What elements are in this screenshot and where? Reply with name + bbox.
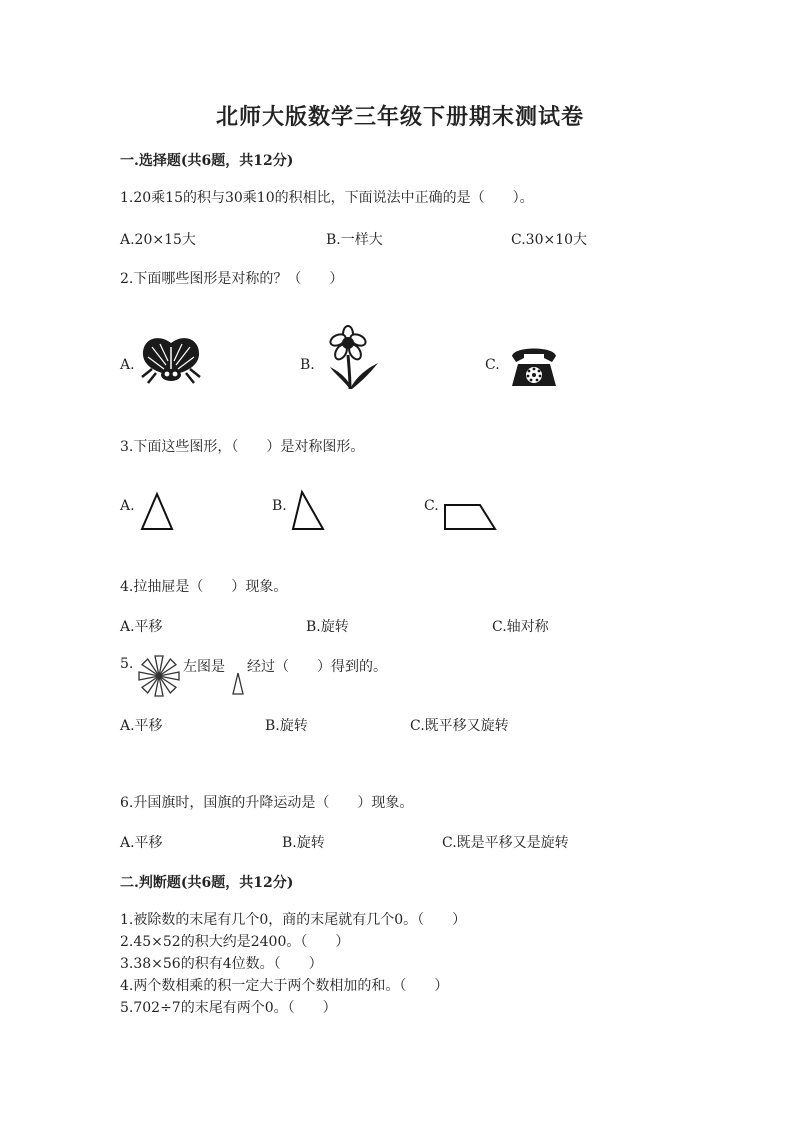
question-3-stem: 3.下面这些图形，（ ）是对称图形。 <box>120 439 365 455</box>
question-5-text-part1: 左图是 <box>183 659 225 675</box>
question-4-option-a: A.平移 <box>120 619 163 635</box>
question-5-number: 5. <box>120 656 134 672</box>
question-4-option-b: B.旋转 <box>306 619 349 635</box>
question-4-stem: 4.拉抽屉是（ ）现象。 <box>120 579 288 595</box>
isosceles-triangle-shape <box>140 492 174 532</box>
question-3-option-b: B. <box>272 498 287 514</box>
question-2-stem: 2.下面哪些图形是对称的？（ ） <box>120 271 344 287</box>
question-3-option-c: C. <box>424 498 439 514</box>
question-5-option-b: B.旋转 <box>265 718 308 734</box>
judgement-item-3: 3.38×56的积有4位数。（ ） <box>120 956 323 972</box>
question-5-text-part2: 经过（ ）得到的。 <box>247 659 387 675</box>
judgement-item-4: 4.两个数相乘的积一定大于两个数相加的和。（ ） <box>120 978 449 994</box>
question-6-option-c: C.既是平移又是旋转 <box>442 835 569 851</box>
insect-icon <box>138 335 204 385</box>
question-4-option-c: C.轴对称 <box>492 619 549 635</box>
question-2-option-b: B. <box>300 357 315 373</box>
question-1-option-a: A.20×15大 <box>120 232 196 248</box>
judgement-item-5: 5.702÷7的末尾有两个0。（ ） <box>120 1000 337 1016</box>
telephone-icon <box>508 342 560 390</box>
small-triangle-figure <box>231 672 245 696</box>
question-2-option-c: C. <box>485 357 500 373</box>
page-title: 北师大版数学三年级下册期末测试卷 <box>215 104 584 130</box>
flower-icon <box>322 325 382 391</box>
question-3-option-a: A. <box>120 498 135 514</box>
trapezoid-shape <box>442 502 498 532</box>
section-heading-judgement: 二.判断题(共6题，共12分) <box>120 875 294 891</box>
pinwheel-figure <box>137 654 181 698</box>
question-1-option-b: B.一样大 <box>326 232 383 248</box>
judgement-item-2: 2.45×52的积大约是2400。（ ） <box>120 934 350 950</box>
question-1-option-c: C.30×10大 <box>511 232 588 248</box>
question-6-stem: 6.升国旗时，国旗的升降运动是（ ）现象。 <box>120 795 414 811</box>
judgement-item-1: 1.被除数的末尾有几个0，商的末尾就有几个0。（ ） <box>120 912 467 928</box>
question-5-option-c: C.既平移又旋转 <box>410 718 509 734</box>
question-2-option-a: A. <box>120 357 135 373</box>
section-heading-choice: 一.选择题(共6题，共12分) <box>120 153 294 169</box>
scalene-triangle-shape <box>290 490 326 532</box>
question-6-option-b: B.旋转 <box>282 835 325 851</box>
question-6-option-a: A.平移 <box>120 835 163 851</box>
question-1-stem: 1.20乘15的积与30乘10的积相比，下面说法中正确的是（ ）。 <box>120 190 534 206</box>
question-5-option-a: A.平移 <box>120 718 163 734</box>
